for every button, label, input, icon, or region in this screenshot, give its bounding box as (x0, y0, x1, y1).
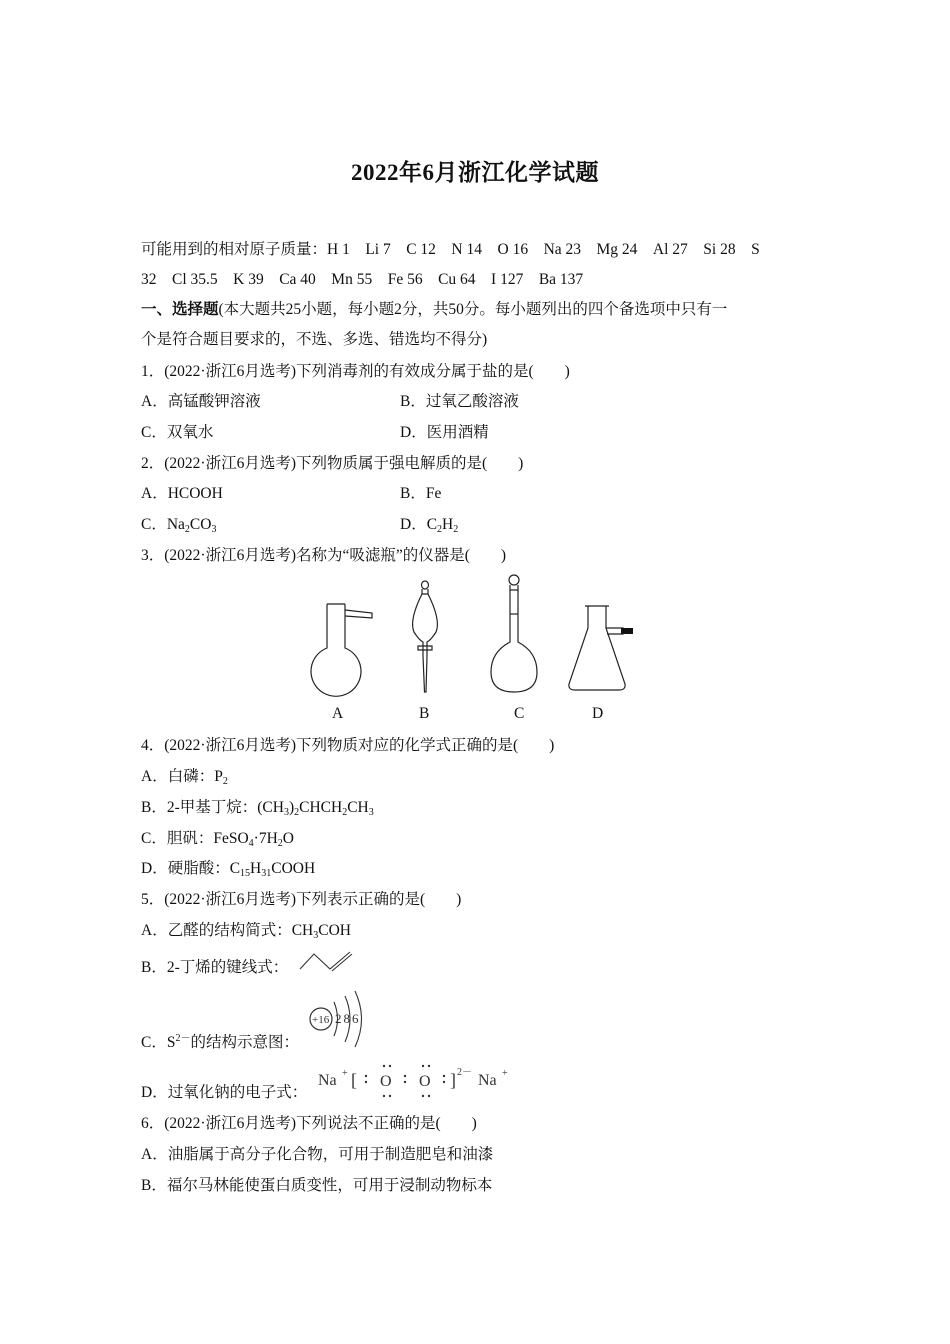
question-4-option-b: B．2-甲基丁烷：$(CH_3)_2CHCH_2CH_3$ (141, 799, 374, 818)
question-1-option-c: C．双氧水 (141, 424, 214, 441)
question-2-option-d: D．$C_2H_2$ (400, 516, 459, 535)
svg-text:O: O (419, 1073, 431, 1090)
bond-line-formula-icon (298, 950, 354, 972)
question-2-option-c: C．$Na_2CO_3$ (141, 516, 217, 535)
section-heading (141, 299, 727, 321)
question-2-stem: 2．(2022·浙江6月选考)下列物质属于强电解质的是( ) (141, 455, 524, 472)
svg-text:Na: Na (478, 1072, 497, 1089)
question-4-option-d: D．硬脂酸：$C_{15}H_{31}COOH$ (141, 860, 316, 879)
section-description-1: (本大题共25小题，每小题2分，共50分。每小题列出的四个备选项中只有一 (218, 301, 728, 318)
svg-text:Na: Na (318, 1072, 337, 1089)
question-1-option-b: B．过氧乙酸溶液 (400, 393, 519, 410)
apparatus-label-b: B (419, 705, 430, 722)
question-5-option-d: D．过氧化钠的电子式： (141, 1084, 308, 1101)
question-5-option-c: C．$S^{2-}$的结构示意图： (141, 1033, 299, 1051)
question-5-stem: 5．(2022·浙江6月选考)下列表示正确的是( ) (141, 891, 462, 908)
atomic-masses-line-1: 可能用到的相对原子质量：H 1 Li 7 C 12 N 14 O 16 Na 23 Mg 24 Al 27 Si 28 S (141, 241, 760, 258)
svg-text:[: [ (351, 1070, 357, 1090)
svg-text:+: + (502, 1068, 508, 1079)
question-4-stem: 4．(2022·浙江6月选考)下列物质对应的化学式正确的是( ) (141, 737, 555, 754)
atomic-masses-line-2: 32 Cl 35.5 K 39 Ca 40 Mn 55 Fe 56 Cu 64 I 127 Ba 137 (141, 271, 584, 288)
apparatus-label-c: C (514, 705, 525, 722)
question-1-stem: 1．(2022·浙江6月选考)下列消毒剂的有效成分属于盐的是( ) (141, 363, 570, 380)
svg-text:O: O (380, 1073, 392, 1090)
apparatus-label-a: A (332, 705, 344, 722)
question-4-option-a: A．白磷：$P_2$ (141, 768, 228, 787)
svg-text:2－: 2－ (457, 1067, 472, 1078)
round-bottom-flask-with-side-arm-icon (300, 596, 380, 696)
volumetric-flask-icon (488, 574, 540, 698)
svg-text:+: + (342, 1068, 348, 1079)
question-1-option-d: D．医用酒精 (400, 424, 489, 441)
question-3-stem: 3．(2022·浙江6月选考)名称为“吸滤瓶”的仪器是( ) (141, 547, 507, 564)
question-2-option-b: B．Fe (400, 485, 442, 502)
apparatus-label-d: D (592, 705, 604, 722)
question-1-option-a: A．高锰酸钾溶液 (141, 393, 261, 410)
question-5-option-b: B．2-丁烯的键线式： (141, 959, 289, 976)
section-description-2: 个是符合题目要求的，不选、多选、错选均不得分) (141, 331, 488, 348)
suction-flask-icon (563, 600, 643, 696)
sodium-peroxide-electron-formula (318, 1062, 518, 1104)
sulfide-ion-structure-diagram (305, 988, 375, 1052)
question-6-option-a: A．油脂属于高分子化合物，可用于制造肥皂和油漆 (141, 1146, 494, 1163)
svg-text:286: 286 (335, 1011, 361, 1026)
question-6-option-b: B．福尔马林能使蛋白质变性，可用于浸制动物标本 (141, 1177, 493, 1194)
question-5-option-a: A．乙醛的结构简式：$CH_3COH$ (141, 922, 351, 941)
question-4-option-c: C．胆矾：$FeSO_4\cdot 7H_2O$ (141, 830, 294, 849)
question-6-stem: 6．(2022·浙江6月选考)下列说法不正确的是( ) (141, 1115, 477, 1132)
svg-text:+16: +16 (312, 1014, 330, 1026)
svg-text:]: ] (450, 1070, 456, 1090)
separatory-funnel-icon (405, 580, 445, 700)
section-heading-label: 一、选择题 (141, 301, 219, 318)
question-2-option-a: A．HCOOH (141, 485, 223, 502)
page-title: 2022年6月浙江化学试题 (351, 160, 599, 185)
